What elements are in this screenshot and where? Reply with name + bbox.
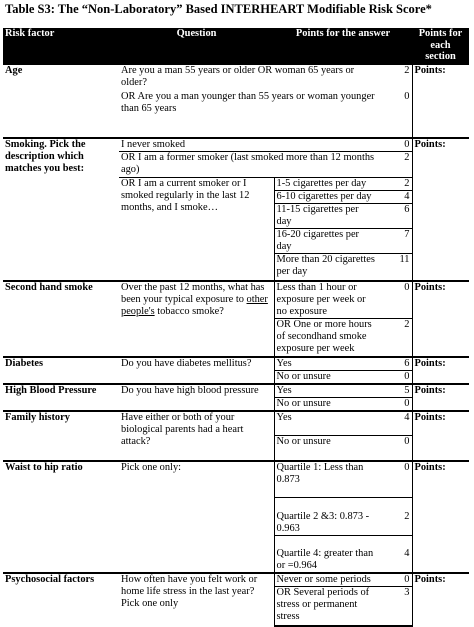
factor-waist-to-hip-ratio: Waist to hip ratio [3,461,119,573]
answer-option: No or unsure [274,436,377,461]
table-row [3,411,469,436]
factor-diabetes: Diabetes [3,357,119,384]
section-points-label: Points: [412,64,469,138]
answer-points: 3 [377,586,412,626]
risk-score-table [3,28,469,627]
answer-points: 7 [377,229,412,254]
answer-points: 2 [377,64,412,91]
answer-option: 11-15 cigarettes per day [274,204,377,229]
answer-option: No or unsure [274,397,377,411]
factor-family-history: Family history [3,411,119,461]
answer-points: 4 [377,191,412,204]
question-text: OR I am a current smoker or I smoked regularly in the last 12 months, and I smoke… [121,178,250,213]
answer-option: Less than 1 hour or exposure per week or no exposure [274,281,377,319]
table-row [3,384,469,398]
answer-option: Yes [274,384,377,398]
answer-option: OR One or more hours of secondhand smoke exposure per week [274,319,377,357]
answer-option: No or unsure [274,370,377,384]
answer-option: Quartile 1: Less than 0.873 [274,461,377,498]
answer-points: 4 [404,547,410,559]
answer-option: Quartile 2 &3: 0.873 - 0.963 [274,498,377,536]
section-points-label: Points: [412,138,469,281]
table-row [3,573,469,587]
answer-points: 0 [404,370,410,382]
answer-option: More than 20 cigarettes per day [274,254,377,281]
table-row [3,138,469,152]
section-points-label: Points: [412,357,469,384]
header-row [3,28,469,64]
header-risk-factor: Risk factor [3,28,119,64]
table-row [3,357,469,371]
answer-points: 2 [404,319,410,330]
answer-points: 0 [404,397,410,409]
answer-points: 0 [377,281,412,319]
question-text: I never smoked [119,138,377,152]
question-text: Have either or both of your biological parents had a heart attack? [119,411,274,461]
answer-points: 2 [377,498,412,536]
answer-option: Yes [274,357,377,371]
answer-option: 1-5 cigarettes per day [274,178,377,191]
question-text: How often have you felt work or home life stress in the last year? Pick one only [119,573,274,627]
answer-option: Never or some periods [274,573,377,587]
question-text: OR I am a former smoker (last smoked more than 12 months ago) [119,152,377,178]
section-points-label: Points: [412,573,469,627]
answer-option: 6-10 cigarettes per day [274,191,377,204]
table-row [3,281,469,319]
answer-option: 16-20 cigarettes per day [274,229,377,254]
answer-points: 2 [377,152,412,178]
answer-option: Yes [274,411,377,436]
question-text: Are you a man 55 years or older OR woman 65 years or older? [119,64,377,91]
answer-points: 5 [377,384,412,398]
table-row [3,461,469,498]
section-points-label: Points: [412,281,469,357]
question-text-part: Over the past 12 months, what has been your typical exposure to [121,281,265,305]
answer-option: OR Several periods of stress or permanent stress [274,586,377,626]
question-text: OR Are you a man younger than 55 years or woman younger than 65 years [121,90,375,114]
header-points-for-answer: Points for the answer [274,28,412,64]
factor-high-blood-pressure: High Blood Pressure [3,384,119,411]
answer-points: 0 [404,436,410,447]
factor-second-hand-smoke: Second hand smoke [3,281,119,357]
factor-psychosocial: Psychosocial factors [3,573,119,627]
header-question: Question [119,28,274,64]
question-text: Do you have diabetes mellitus? [119,357,274,384]
answer-points: 0 [377,138,412,152]
question-text-underlined: other people's [121,293,268,317]
answer-points: 4 [377,411,412,436]
table-row [3,64,469,91]
answer-points: 11 [399,254,410,265]
answer-points: 6 [377,357,412,371]
factor-smoking: Smoking. Pick the description which matches you best: [3,138,119,281]
answer-points: 6 [377,204,412,229]
question-text: Pick one only: [119,461,274,573]
answer-points: 0 [377,573,412,587]
answer-option: Quartile 4: greater than or =0.964 [274,536,377,573]
question-text: Do you have high blood pressure [119,384,274,411]
answer-points: 0 [404,90,410,102]
answer-points: 2 [377,178,412,191]
section-points-label: Points: [412,384,469,411]
factor-age: Age [3,64,119,138]
table-caption: Table S3: The “Non-Laboratory” Based INTERHEART Modifiable Risk Score* [5,2,432,16]
question-text [119,281,274,357]
question-text-part: tobacco smoke? [154,305,224,317]
answer-points: 0 [377,461,412,498]
header-points-each-section: Points for each section [412,28,469,64]
section-points-label: Points: [412,411,469,461]
section-points-label: Points: [412,461,469,573]
